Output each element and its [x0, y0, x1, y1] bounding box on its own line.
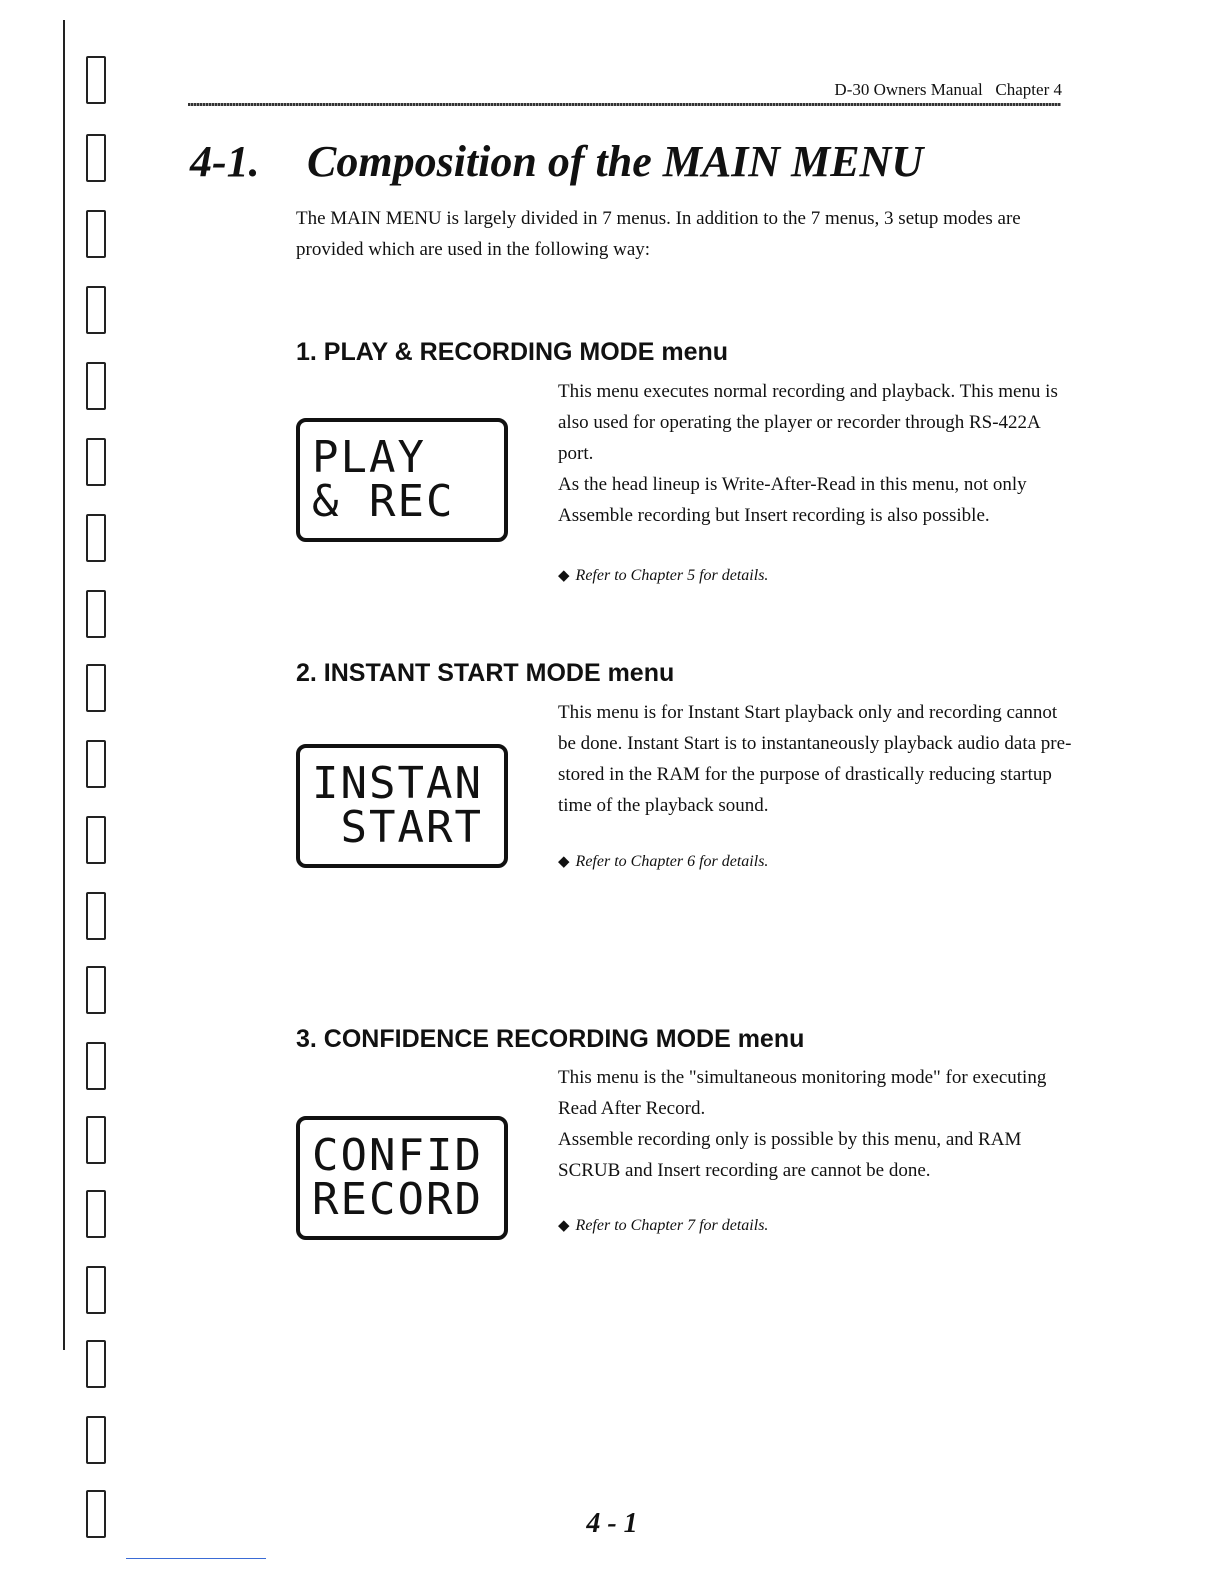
binder-hole	[86, 816, 106, 864]
binder-hole	[86, 590, 106, 638]
section-title: Composition of the MAIN MENU	[307, 137, 924, 186]
chapter-reference	[558, 566, 768, 585]
binder-hole	[86, 134, 106, 182]
paragraph: As the head lineup is Write-After-Read in this menu, not only Assemble recording but Insert recording is also possible.	[558, 474, 1027, 526]
reference-text: Refer to Chapter 6 for details.	[575, 853, 769, 870]
binder-hole	[86, 740, 106, 788]
binder-holes	[86, 56, 116, 1556]
reference-text: Refer to Chapter 7 for details.	[575, 1217, 769, 1234]
lcd-line: PLAY	[312, 432, 426, 483]
paragraph: This menu is the "simultaneous monitoring mode" for executing Read After Record.	[558, 1067, 1047, 1119]
intro-paragraph: The MAIN MENU is largely divided in 7 menus. In addition to the 7 menus, 3 setup modes are provided which are used in the following way:	[296, 208, 1021, 260]
lcd-line: INSTAN	[312, 758, 483, 809]
diamond-bullet-icon: ◆	[558, 1218, 570, 1234]
running-header	[760, 80, 1062, 100]
binder-hole	[86, 966, 106, 1014]
paragraph: Assemble recording only is possible by this menu, and RAM SCRUB and Insert recording are cannot be done.	[558, 1129, 1022, 1181]
header-rule	[188, 103, 1061, 106]
chapter-reference	[558, 1216, 768, 1235]
chapter-reference	[558, 852, 768, 871]
binder-hole	[86, 1266, 106, 1314]
lcd-line: & REC	[312, 476, 455, 527]
scan-edge-line	[126, 1558, 266, 1559]
lcd-line: CONFID	[312, 1130, 483, 1181]
diamond-bullet-icon: ◆	[558, 854, 570, 870]
diamond-bullet-icon: ◆	[558, 568, 570, 584]
binder-hole	[86, 438, 106, 486]
manual-name: D-30 Owners Manual	[834, 80, 983, 99]
section-body-confidence-recording	[558, 1062, 1078, 1186]
section-body-instant-start	[558, 697, 1078, 821]
binder-hole	[86, 1190, 106, 1238]
binder-hole	[86, 664, 106, 712]
binder-hole	[86, 1340, 106, 1388]
section-heading-play-rec: 1. PLAY & RECORDING MODE menu	[296, 338, 729, 366]
binder-hole	[86, 1042, 106, 1090]
binder-hole	[86, 1416, 106, 1464]
binder-hole	[86, 286, 106, 334]
lcd-display-confidence-recording	[296, 1116, 508, 1240]
reference-text: Refer to Chapter 5 for details.	[575, 567, 769, 584]
lcd-line: START	[312, 802, 483, 853]
page-number: 4 - 1	[586, 1508, 638, 1539]
binder-hole	[86, 892, 106, 940]
lcd-display-instant-start	[296, 744, 508, 868]
section-number: 4-1.	[190, 137, 260, 186]
paragraph: This menu is for Instant Start playback only and recording cannot be done. Instant Start is to instantaneously playback audio data pre-stored in the RAM for the purpose of drastically reducing startup time of the playback sound.	[558, 702, 1072, 816]
lcd-line: RECORD	[312, 1174, 483, 1225]
section-heading-confidence-recording: 3. CONFIDENCE RECORDING MODE menu	[296, 1025, 805, 1053]
binder-hole	[86, 1116, 106, 1164]
chapter-label: Chapter 4	[995, 80, 1062, 99]
binder-hole	[86, 362, 106, 410]
binder-hole	[86, 514, 106, 562]
paragraph: This menu executes normal recording and playback. This menu is also used for operating the player or recorder through RS-422A port.	[558, 381, 1058, 464]
binder-hole	[86, 56, 106, 104]
section-heading-instant-start: 2. INSTANT START MODE menu	[296, 659, 675, 687]
binder-margin-line	[63, 20, 65, 1350]
page-title	[190, 136, 923, 187]
binder-hole	[86, 210, 106, 258]
lcd-display-play-rec	[296, 418, 508, 542]
section-body-play-rec	[558, 376, 1078, 531]
